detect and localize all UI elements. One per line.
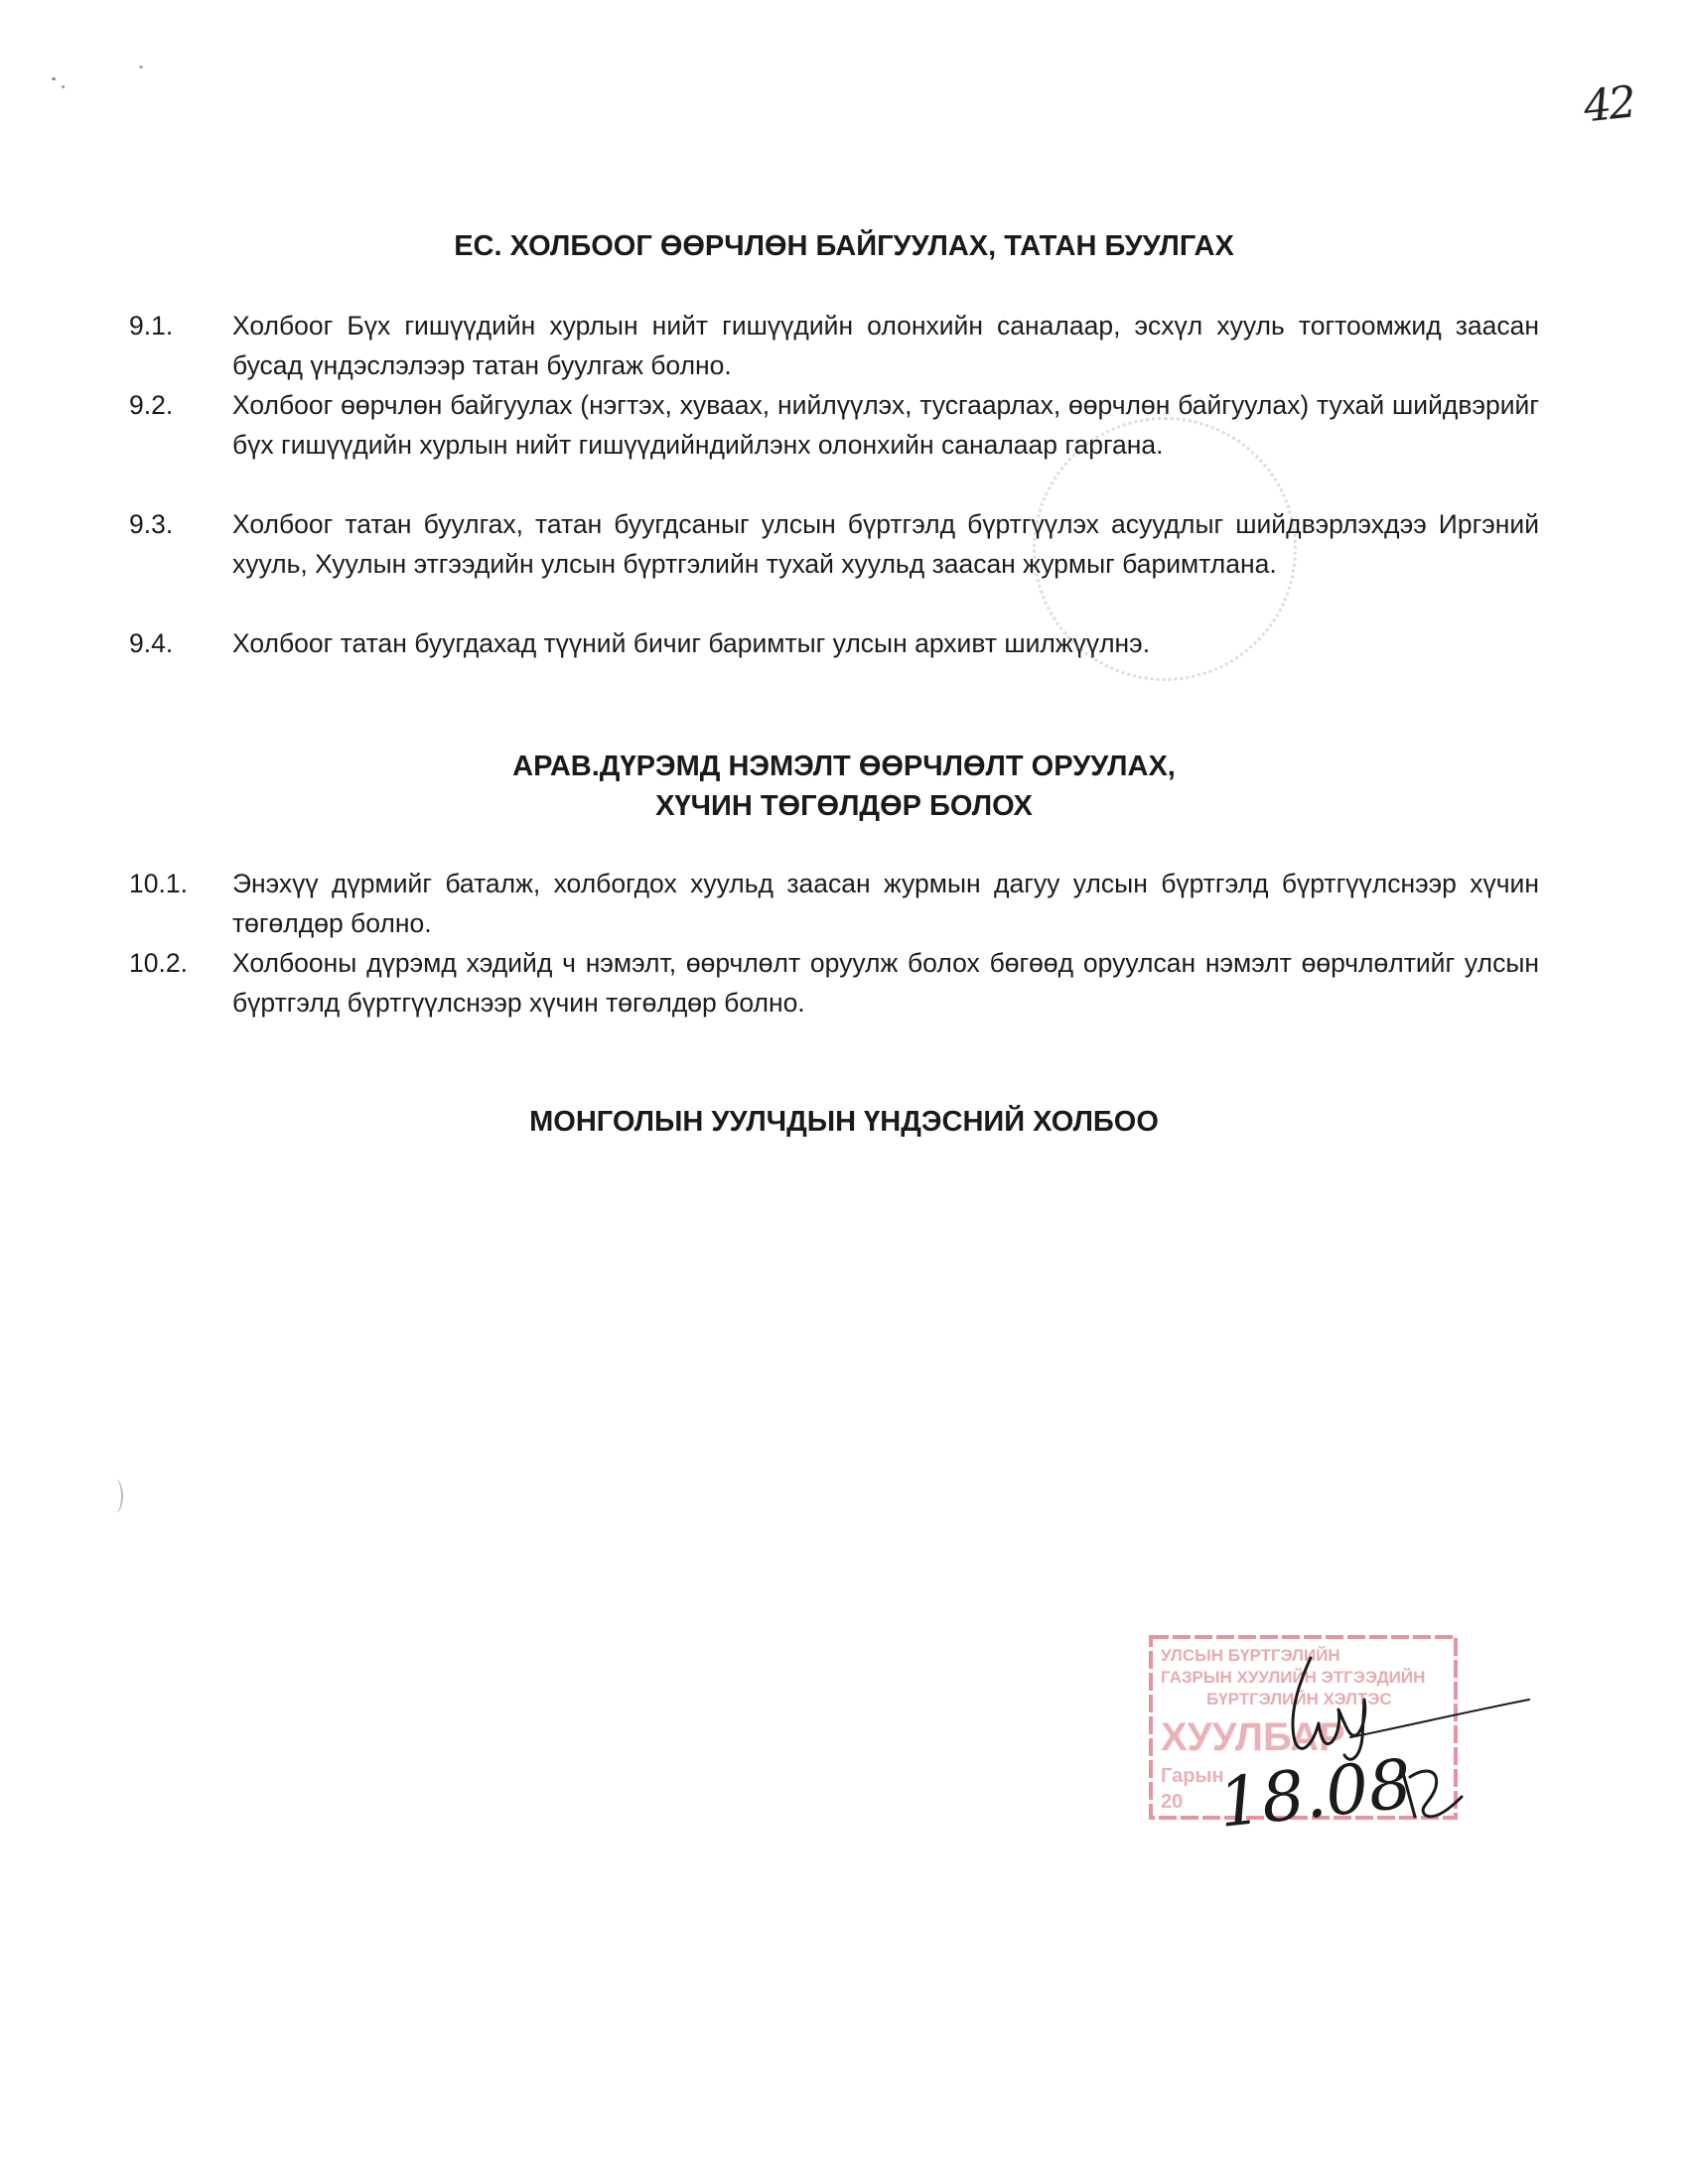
scan-speck [52, 77, 56, 80]
clause-text: Холбоог татан буулгах, татан буугдсаныг улсын бүртгэлд бүртгүүлэх асуудлыг шийдвэрлэхдээ Иргэний хууль, Хуулын этгээдийн улсын бүртгэлийн тухай хуульд заасан журмыг баримтлана. [232, 509, 1539, 579]
scan-edge-mark [107, 1479, 123, 1513]
clause-text: Холбоог татан буугдахад түүний бичиг баримтыг улсын архивт шилжүүлнэ. [232, 628, 1151, 658]
stamp-line-3: БҮРТГЭЛИЙН ХЭЛТЭС [1206, 1690, 1392, 1708]
clause-text: Холбоог өөрчлөн байгуулах (нэгтэх, хуваах, нийлүүлэх, тусгаарлах, өөрчлөн байгуулах) тухай шийдвэрийг бүх гишүүдийн хурлын нийт гишүүдийндийлэнх олонхийн саналаар гаргана. [232, 390, 1539, 460]
clause-number: 9.4. [129, 628, 174, 658]
clause-10-1 [129, 864, 1539, 943]
stamp-line-4: ХУУЛБАР [1161, 1715, 1345, 1759]
handwritten-signature [1201, 1638, 1539, 1846]
organization-name: МОНГОЛЫН УУЛЧДЫН ҮНДЭСНИЙ ХОЛБОО [529, 1106, 1159, 1138]
clause-text: Холбооны дүрэмд хэдийд ч нэмэлт, өөрчлөлт оруулж болох бөгөөд оруулсан нэмэлт өөрчлөлтийг улсын бүртгэлд бүртгүүлснээр хүчин төгөлдөр болно. [232, 948, 1539, 1018]
stamp-line-1: УЛСЫН БҮРТГЭЛИЙН [1161, 1646, 1340, 1665]
section-10-title-line2: ХҮЧИН ТӨГӨЛДӨР БОЛОХ [655, 790, 1033, 822]
clause-9-4 [129, 623, 1539, 663]
clause-10-2 [129, 943, 1539, 1023]
clause-text: Энэхүү дүрмийг баталж, холбогдох хуульд заасан журмын дагуу улсын бүртгэлд бүртгүүлснээр хүчин төгөлдөр болно. [232, 869, 1539, 938]
stamp-line-6: 20 [1161, 1791, 1184, 1813]
clause-number: 9.1. [129, 311, 174, 341]
handwritten-date: 18.08 [1214, 1744, 1416, 1843]
clause-number: 10.1. [129, 869, 188, 898]
section-10-title-line1: АРАВ.ДҮРЭМД НЭМЭЛТ ӨӨРЧЛӨЛТ ОРУУЛАХ, [512, 751, 1176, 782]
clause-9-1 [129, 306, 1539, 385]
clause-9-2 [129, 385, 1539, 504]
clause-9-3 [129, 504, 1539, 623]
clause-number: 9.2. [129, 390, 174, 420]
scan-speck [62, 85, 65, 88]
clause-number: 10.2. [129, 948, 188, 978]
stamp-line-2: ГАЗРЫН ХУУЛИЙН ЭТГЭЭДИЙН [1161, 1668, 1426, 1687]
clause-number: 9.3. [129, 509, 174, 539]
stamp-line-5: Гарын [1161, 1765, 1224, 1787]
page-number: 42 [1581, 76, 1636, 133]
scan-speck [139, 66, 143, 68]
section-9-title: ЕС. ХОЛБООГ ӨӨРЧЛӨН БАЙГУУЛАХ, ТАТАН БУУЛГАХ [454, 230, 1234, 262]
clause-text: Холбоог Бүх гишүүдийн хурлын нийт гишүүдийн олонхийн саналаар, эсхүл хууль тогтоомжид заасан бусад үндэслэлээр татан буулгаж болно. [232, 311, 1539, 380]
